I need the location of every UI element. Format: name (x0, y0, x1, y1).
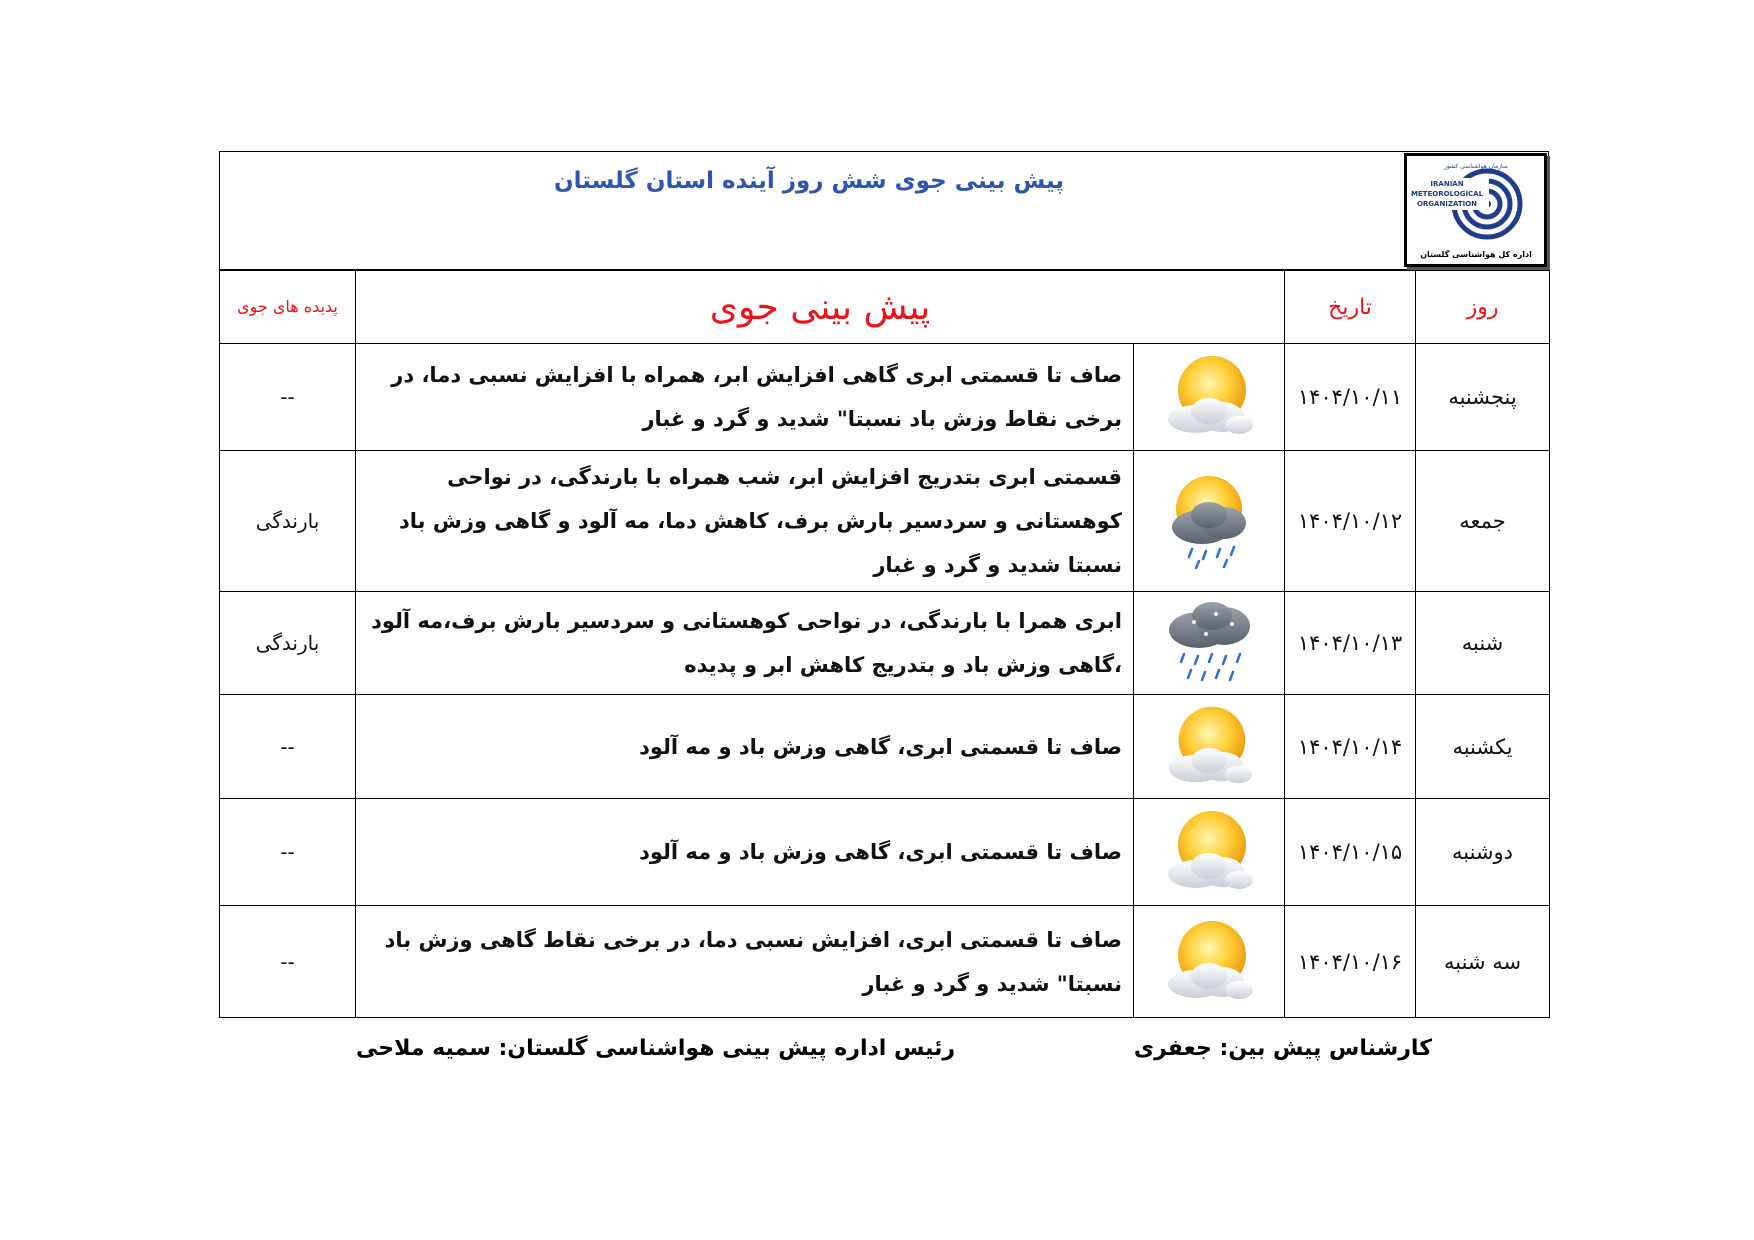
header-day: روز (1416, 271, 1550, 344)
date-cell: ۱۴۰۴/۱۰/۱۶ (1285, 906, 1416, 1018)
phenomena-cell: -- (220, 344, 356, 451)
sun-cloud-icon (1134, 695, 1285, 799)
forecast-description: صاف تا قسمتی ابری، گاهی وزش باد و مه آلود (356, 799, 1134, 906)
sun-cloud-icon (1134, 344, 1285, 451)
forecaster-name: کارشناس پیش بین: جعفری (1133, 1036, 1432, 1061)
date-cell: ۱۴۰۴/۱۰/۱۱ (1285, 344, 1416, 451)
logo-top-text: سازمان هواشناسی کشور (1444, 163, 1508, 170)
phenomena-cell: بارندگی (220, 592, 356, 695)
page-title: پیش بینی جوی شش روز آینده استان گلستان (553, 168, 1064, 194)
logo-en-line2: METEOROLOGICAL (1410, 190, 1484, 198)
table-row (220, 906, 1550, 1018)
day-cell: دوشنبه (1416, 799, 1550, 906)
day-cell: پنجشنبه (1416, 344, 1550, 451)
date-cell: ۱۴۰۴/۱۰/۱۴ (1285, 695, 1416, 799)
day-cell: یکشنبه (1416, 695, 1550, 799)
logo-en-line3: ORGANIZATION (1416, 200, 1478, 208)
table-row (220, 451, 1550, 592)
organization-logo (1404, 153, 1547, 267)
day-cell: شنبه (1416, 592, 1550, 695)
header-box (219, 151, 1549, 270)
forecast-description: ابری همرا با بارندگی، در نواحی کوهستانی و سردسیر بارش برف،مه آلود ،گاهی وزش باد و بتدریج کاهش ابر و پدیده (356, 592, 1134, 695)
table-header-row (220, 271, 1550, 344)
forecast-table (219, 270, 1550, 1018)
day-cell: جمعه (1416, 451, 1550, 592)
table-row (220, 592, 1550, 695)
sun-cloud-icon (1134, 799, 1285, 906)
sun-cloud-icon (1134, 906, 1285, 1018)
sun-rain-cloud-icon (1134, 451, 1285, 592)
logo-bottom-text: اداره کل هواشناسی گلستان (1420, 250, 1532, 259)
header-forecast: پیش بینی جوی (356, 271, 1285, 344)
phenomena-cell: بارندگی (220, 451, 356, 592)
date-cell: ۱۴۰۴/۱۰/۱۵ (1285, 799, 1416, 906)
forecast-description: قسمتی ابری بتدریج افزایش ابر، شب همراه با بارندگی، در نواحی کوهستانی و سردسیر بارش برف، کاهش دما، مه آلود و گاهی وزش باد نسبتا شدید و گرد و غبار (356, 451, 1134, 592)
phenomena-cell: -- (220, 695, 356, 799)
forecast-description: صاف تا قسمتی ابری گاهی افزایش ابر، همراه با افزایش نسبی دما، در برخی نقاط وزش باد نسبتا" شدید و گرد و غبار (356, 344, 1134, 451)
head-of-forecast: رئیس اداره پیش بینی هواشناسی گلستان: سمیه ملاحی (356, 1036, 955, 1061)
header-phenomena: پدیده های جوی (220, 271, 356, 344)
forecast-description: صاف تا قسمتی ابری، گاهی وزش باد و مه آلود (356, 695, 1134, 799)
phenomena-cell: -- (220, 906, 356, 1018)
table-row (220, 799, 1550, 906)
table-row (220, 344, 1550, 451)
forecast-description: صاف تا قسمتی ابری، افزایش نسبی دما، در برخی نقاط گاهی وزش باد نسبتا" شدید و گرد و غبار (356, 906, 1134, 1018)
rain-cloud-icon (1134, 592, 1285, 695)
table-row (220, 695, 1550, 799)
logo-en-line1: IRANIAN (1430, 180, 1464, 188)
date-cell: ۱۴۰۴/۱۰/۱۳ (1285, 592, 1416, 695)
day-cell: سه شنبه (1416, 906, 1550, 1018)
date-cell: ۱۴۰۴/۱۰/۱۲ (1285, 451, 1416, 592)
header-date: تاریخ (1285, 271, 1416, 344)
forecast-sheet (219, 151, 1549, 1018)
phenomena-cell: -- (220, 799, 356, 906)
